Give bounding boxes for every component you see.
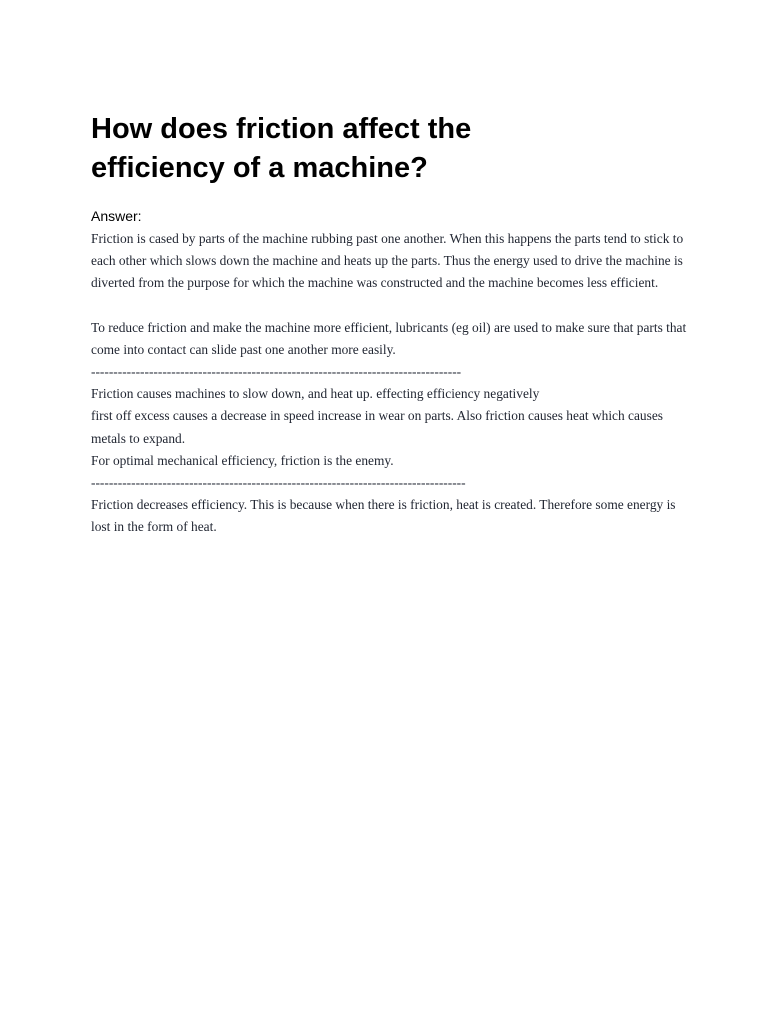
answer-3-paragraph-1: Friction decreases efficiency. This is because when there is friction, heat is created. Therefore some energy is lost in the form of heat.	[91, 497, 676, 535]
answer-2-line-1: Friction causes machines to slow down, and heat up. effecting efficiency negatively	[91, 386, 540, 402]
answer-1-paragraph-1: Friction is cased by parts of the machine rubbing past one another. When this happens the parts tend to stick to each other which slows down the machine and heats up the parts. Thus the energy used to drive the machine is diverted from the purpose for which the machine was constructed and the machine becomes less efficient.	[91, 231, 684, 291]
separator-line-1: -----------------------------------------------------------------------------------	[91, 364, 462, 380]
answer-1-paragraph-2: To reduce friction and make the machine more efficient, lubricants (eg oil) are used to make sure that parts that come into contact can slide past one another more easily.	[91, 319, 687, 357]
answer-2-line-2: first off excess causes a decrease in speed increase in wear on parts. Also friction causes heat which causes metals to expand.	[91, 408, 663, 446]
answer-2-line-3: For optimal mechanical efficiency, friction is the enemy.	[91, 452, 394, 468]
answer-label: Answer:	[91, 208, 142, 224]
page-title: How does friction affect the efficiency of a machine?	[91, 113, 472, 184]
answer-body	[91, 228, 691, 539]
paragraph-gap	[91, 295, 691, 317]
separator-line-2: ------------------------------------------------------------------------------------	[91, 475, 466, 491]
